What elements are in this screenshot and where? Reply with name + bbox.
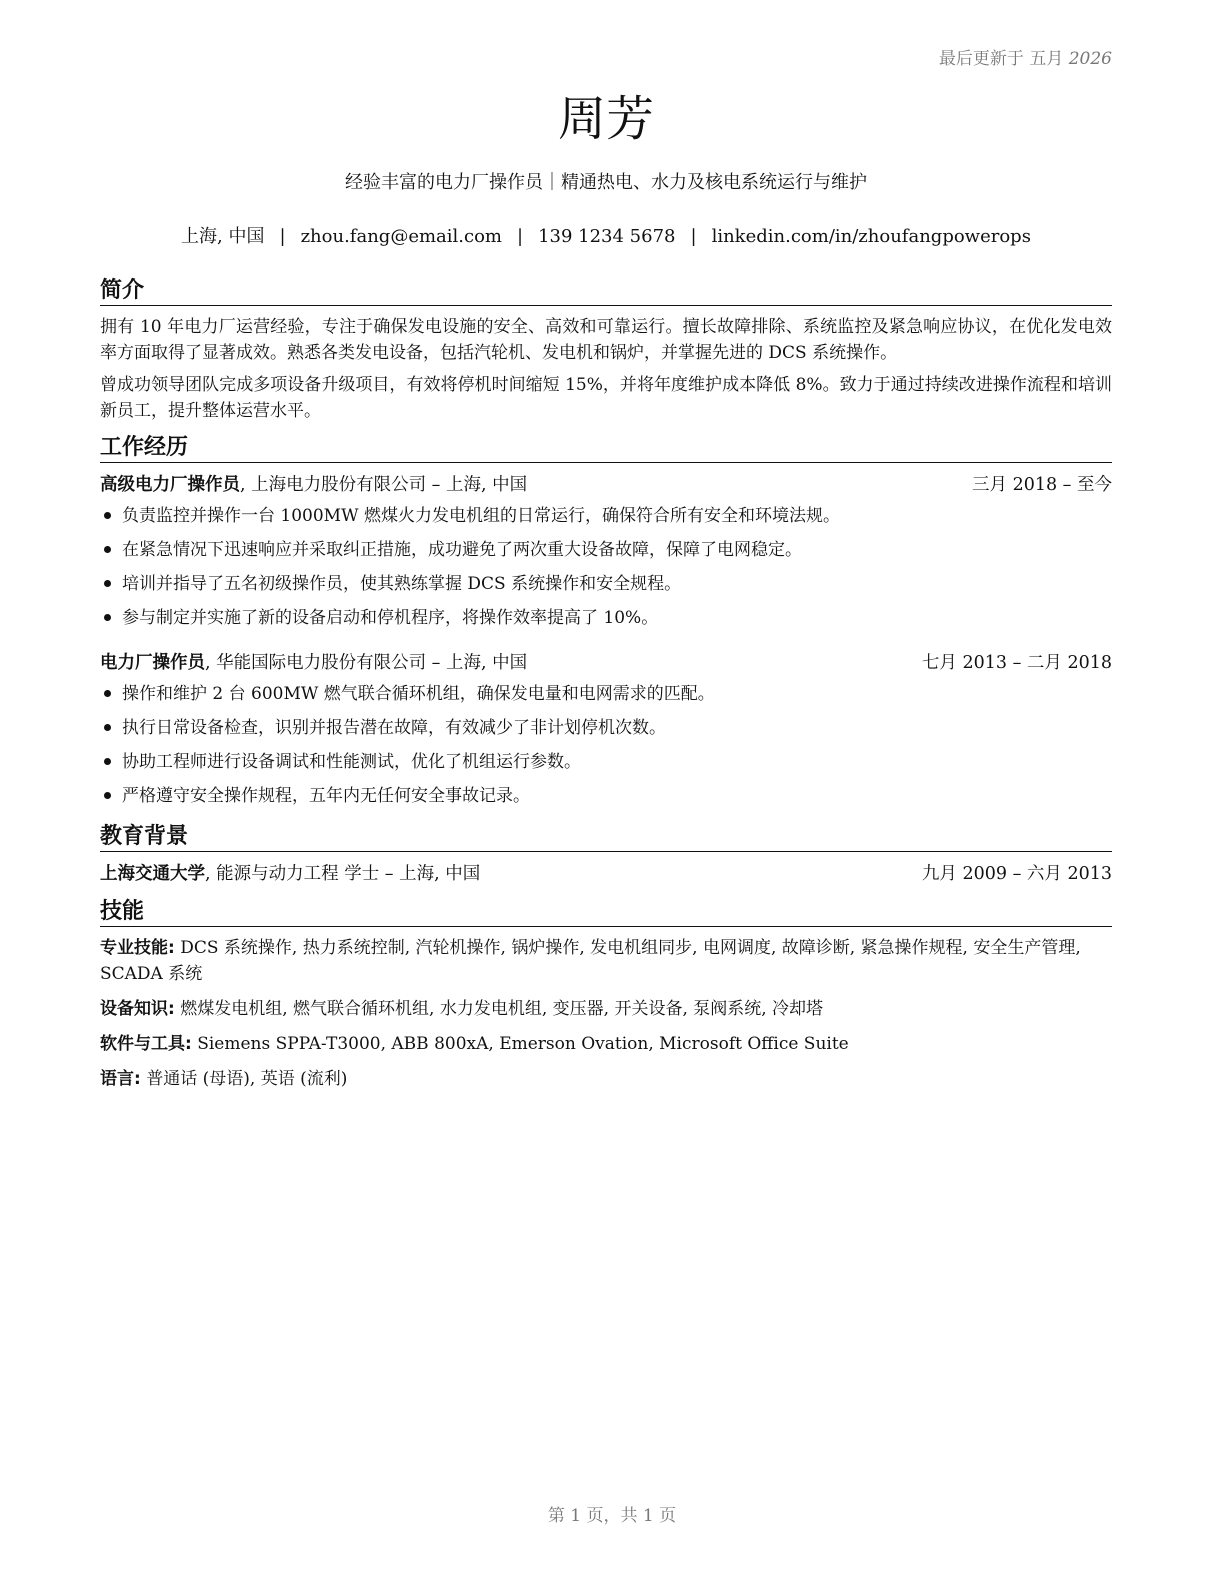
education-section	[100, 823, 1112, 888]
summary-section	[100, 277, 1112, 424]
bullet-text: 严格遵守安全操作规程，五年内无任何安全事故记录。	[122, 786, 530, 806]
education-school: 上海交通大学	[100, 864, 205, 884]
experience-section	[100, 434, 1112, 813]
job-header	[100, 471, 1112, 499]
list-item	[100, 779, 1112, 813]
section-title-education: 教育背景	[100, 823, 1112, 852]
list-item	[100, 711, 1112, 745]
skill-row	[100, 996, 1112, 1022]
skill-label: 软件与工具:	[100, 1034, 192, 1054]
skill-label: 设备知识:	[100, 999, 175, 1019]
contact-separator: |	[690, 226, 697, 247]
page-footer: 第 1 页，共 1 页	[547, 1506, 677, 1526]
job-bullets	[100, 677, 1112, 813]
skill-value: DCS 系统操作, 热力系统控制, 汽轮机操作, 锅炉操作, 发电机组同步, 电网调度, 故障诊断, 紧急操作规程, 安全生产管理, SCADA 系统	[100, 938, 1081, 984]
bullet-text: 协助工程师进行设备调试和性能测试，优化了机组运行参数。	[122, 752, 581, 772]
headline: 经验丰富的电力厂操作员｜精通热电、水力及核电系统运行与维护	[345, 172, 867, 193]
last-updated-year: 2026	[1068, 49, 1112, 69]
bullet-icon	[104, 690, 111, 697]
contact-location: 上海, 中国	[181, 226, 265, 247]
contact-phone: 139 1234 5678	[538, 226, 676, 247]
section-title-summary: 简介	[100, 277, 1112, 306]
job-header	[100, 649, 1112, 677]
skill-row	[100, 935, 1112, 987]
bullet-icon	[104, 512, 111, 519]
resume-content	[100, 277, 1112, 1102]
list-item	[100, 567, 1112, 601]
job-company: , 华能国际电力股份有限公司 – 上海, 中国	[205, 653, 528, 673]
bullet-text: 培训并指导了五名初级操作员，使其熟练掌握 DCS 系统操作和安全规程。	[122, 574, 682, 594]
bullet-icon	[104, 580, 111, 587]
education-detail: , 能源与动力工程 学士 – 上海, 中国	[205, 864, 481, 884]
contact-linkedin-link[interactable]: linkedin.com/in/zhoufangpowerops	[711, 226, 1031, 247]
list-item	[100, 745, 1112, 779]
summary-paragraph: 拥有 10 年电力厂运营经验，专注于确保发电设施的安全、高效和可靠运行。擅长故障排除、系统监控及紧急响应协议，在优化发电效率方面取得了显著成效。熟悉各类发电设备，包括汽轮机、发电机和锅炉，并掌握先进的 DCS 系统操作。	[100, 317, 1112, 363]
education-title-line	[100, 860, 480, 888]
job-title-line	[100, 471, 527, 499]
bullet-icon	[104, 546, 111, 553]
section-title-skills: 技能	[100, 898, 1112, 927]
job-company: , 上海电力股份有限公司 – 上海, 中国	[240, 475, 528, 495]
list-item	[100, 601, 1112, 635]
job-dates: 七月 2013 – 二月 2018	[921, 653, 1112, 673]
bullet-icon	[104, 792, 111, 799]
bullet-icon	[104, 724, 111, 731]
skill-row	[100, 1066, 1112, 1092]
skill-label: 专业技能:	[100, 938, 175, 958]
candidate-name: 周芳	[557, 91, 654, 147]
skill-label: 语言:	[100, 1069, 141, 1089]
job-title-line	[100, 649, 527, 677]
list-item	[100, 533, 1112, 567]
section-title-experience: 工作经历	[100, 434, 1112, 463]
skill-value: Siemens SPPA-T3000, ABB 800xA, Emerson Ovation, Microsoft Office Suite	[191, 1034, 849, 1054]
education-dates: 九月 2009 – 六月 2013	[921, 864, 1112, 884]
resume-page	[100, 0, 1112, 1584]
contact-line	[100, 224, 1112, 250]
skills-section	[100, 898, 1112, 1092]
job-entry	[100, 649, 1112, 813]
last-updated	[939, 44, 1112, 69]
bullet-icon	[104, 758, 111, 765]
contact-separator: |	[517, 226, 524, 247]
bullet-text: 在紧急情况下迅速响应并采取纠正措施，成功避免了两次重大设备故障，保障了电网稳定。	[122, 540, 802, 560]
contact-separator: |	[279, 226, 286, 247]
job-role: 电力厂操作员	[100, 653, 205, 673]
skill-row	[100, 1031, 1112, 1057]
job-dates: 三月 2018 – 至今	[972, 475, 1112, 495]
job-role: 高级电力厂操作员	[100, 475, 240, 495]
bullet-text: 参与制定并实施了新的设备启动和停机程序，将操作效率提高了 10%。	[122, 608, 659, 628]
bullet-text: 执行日常设备检查，识别并报告潜在故障，有效减少了非计划停机次数。	[122, 718, 666, 738]
last-updated-label: 最后更新于 五月	[938, 49, 1064, 69]
bullet-text: 操作和维护 2 台 600MW 燃气联合循环机组，确保发电量和电网需求的匹配。	[122, 684, 715, 704]
list-item	[100, 499, 1112, 533]
job-entry	[100, 471, 1112, 635]
education-entry	[100, 860, 1112, 888]
bullet-text: 负责监控并操作一台 1000MW 燃煤火力发电机组的日常运行，确保符合所有安全和环境法规。	[122, 506, 840, 526]
contact-email-link[interactable]: zhou.fang@email.com	[300, 226, 502, 247]
skill-value: 普通话 (母语), 英语 (流利)	[140, 1069, 348, 1089]
job-bullets	[100, 499, 1112, 635]
list-item	[100, 677, 1112, 711]
skill-value: 燃煤发电机组, 燃气联合循环机组, 水力发电机组, 变压器, 开关设备, 泵阀系统, 冷却塔	[174, 999, 824, 1019]
summary-paragraph: 曾成功领导团队完成多项设备升级项目，有效将停机时间缩短 15%，并将年度维护成本降低 8%。致力于通过持续改进操作流程和培训新员工，提升整体运营水平。	[100, 375, 1112, 421]
bullet-icon	[104, 614, 111, 621]
